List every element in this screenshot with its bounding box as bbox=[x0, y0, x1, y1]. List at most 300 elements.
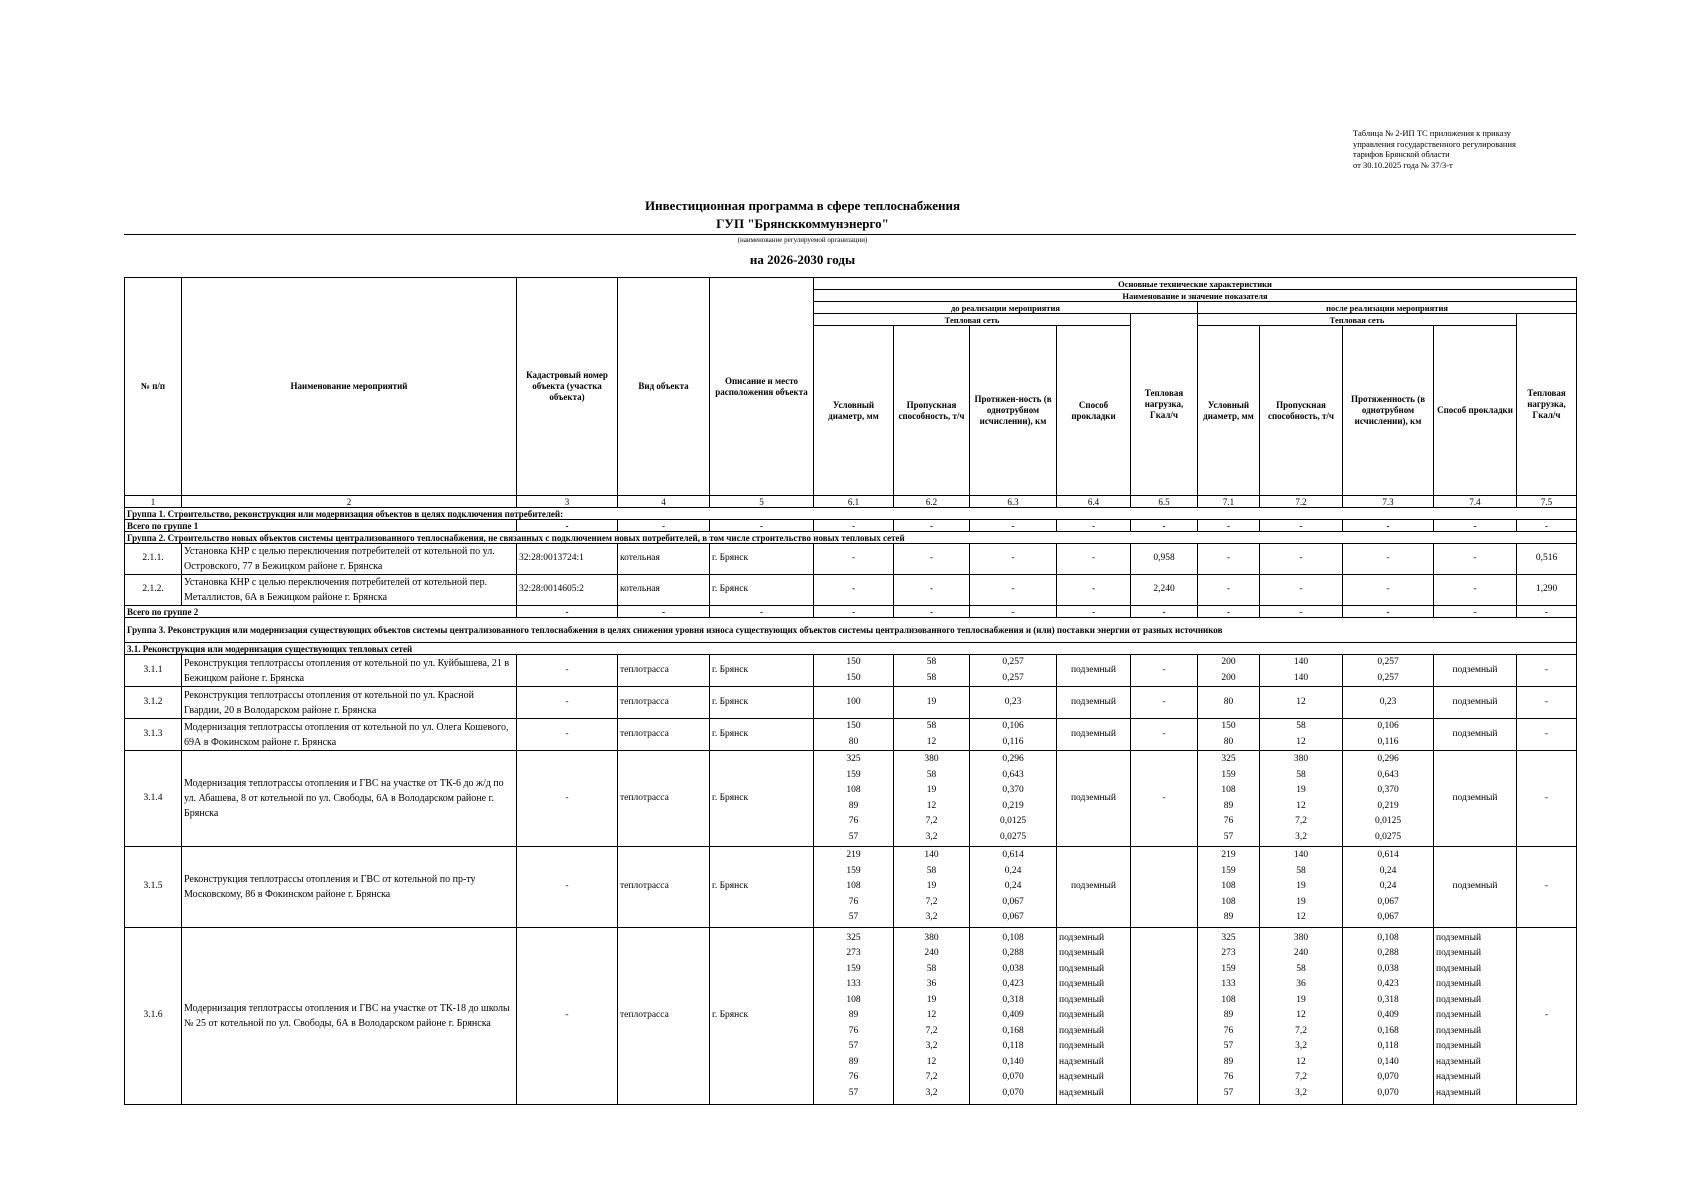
cell-value-line: 0,070 bbox=[1377, 1072, 1399, 1083]
dash-cell: - bbox=[970, 606, 1057, 618]
row-num: 3.1.1 bbox=[125, 655, 182, 687]
cell-value-line: 3,2 bbox=[1295, 1087, 1307, 1098]
column-number: 6.4 bbox=[1057, 496, 1131, 508]
cell-value-line: 150 bbox=[846, 672, 861, 683]
table-row bbox=[125, 719, 1577, 751]
cell-value-line: 325 bbox=[1221, 754, 1236, 764]
cell-value-line: 0,070 bbox=[1002, 1072, 1024, 1083]
cell-value-line: 0,116 bbox=[1002, 736, 1024, 747]
column-number: 6.1 bbox=[814, 496, 894, 508]
cell-value-line: 58 bbox=[926, 721, 937, 731]
dash-cell: - bbox=[1131, 520, 1198, 532]
dash-cell: - bbox=[1260, 520, 1343, 532]
cell-value-line: 89 bbox=[1223, 800, 1234, 811]
group-3-row bbox=[125, 618, 1577, 643]
cell-value-line: 80 bbox=[1223, 696, 1234, 707]
cell-value-line: подземный bbox=[1452, 696, 1498, 707]
cell-value-line: надземный bbox=[1436, 1087, 1481, 1098]
total-group-1-row bbox=[125, 520, 1577, 532]
cell-value-line: 19 bbox=[1296, 881, 1306, 892]
dash-cell: - bbox=[1434, 544, 1517, 575]
header-before: до реализации мероприятия bbox=[814, 302, 1198, 314]
cell-value-line: 0,614 bbox=[1002, 850, 1024, 861]
dash-cell: - bbox=[1057, 520, 1131, 532]
cell-value-line: 3,2 bbox=[925, 912, 938, 923]
cell-value-line: 76 bbox=[848, 1072, 859, 1083]
cell-value-line: 58 bbox=[926, 963, 937, 974]
row-len-before bbox=[970, 655, 1057, 687]
row-diam-after bbox=[1198, 687, 1260, 719]
cell-value-line: 19 bbox=[926, 994, 937, 1005]
cell-value-line: 12 bbox=[926, 1010, 937, 1021]
cell-value-line: 0,067 bbox=[1002, 896, 1024, 907]
dash-cell: - bbox=[1343, 544, 1434, 575]
cell-value-line: 58 bbox=[1296, 865, 1306, 876]
row-load-before: - bbox=[1131, 655, 1198, 687]
row-cap-before bbox=[894, 687, 970, 719]
cell-value-line: 58 bbox=[1296, 769, 1306, 780]
row-len-before bbox=[970, 847, 1057, 928]
row-cap-after bbox=[1260, 928, 1343, 1105]
row-len-after bbox=[1343, 751, 1434, 847]
row-load-before: - bbox=[1131, 719, 1198, 751]
row-method-after bbox=[1434, 655, 1517, 687]
column-number: 6.2 bbox=[894, 496, 970, 508]
column-number: 7.2 bbox=[1260, 496, 1343, 508]
row-load-after: 1,290 bbox=[1517, 575, 1577, 606]
row-cap-after bbox=[1260, 847, 1343, 928]
row-method-before bbox=[1057, 928, 1131, 1105]
cell-value-line: 0,168 bbox=[1377, 1025, 1399, 1036]
cell-value-line: 0,219 bbox=[1377, 800, 1399, 811]
cell-value-line: 380 bbox=[1293, 932, 1309, 943]
row-method-before bbox=[1057, 847, 1131, 928]
cell-value-line: 133 bbox=[1221, 979, 1236, 990]
cell-value-line: 0,108 bbox=[1377, 932, 1399, 943]
cell-value-line: 0,067 bbox=[1002, 912, 1024, 923]
cell-value-line: 0,106 bbox=[1377, 721, 1399, 731]
cell-value-line: 108 bbox=[846, 881, 861, 892]
cell-value-line: 57 bbox=[848, 831, 859, 842]
cell-value-line: подземный bbox=[1436, 1025, 1482, 1036]
approval-note-line: тарифов Брянской области bbox=[1353, 149, 1450, 160]
dash-cell: - bbox=[710, 520, 814, 532]
cell-value-line: 0,296 bbox=[1002, 754, 1024, 764]
row-diam-after bbox=[1198, 719, 1260, 751]
subgroup-31-title: 3.1. Реконструкция или модернизация существующих тепловых сетей bbox=[125, 643, 1577, 655]
cell-value-line: надземный bbox=[1059, 1056, 1104, 1067]
row-location: г. Брянск bbox=[710, 751, 814, 847]
row-type: теплотрасса bbox=[618, 847, 710, 928]
row-len-before bbox=[970, 928, 1057, 1105]
cell-value-line: 150 bbox=[846, 721, 861, 731]
row-location: г. Брянск bbox=[710, 544, 814, 575]
row-len-after bbox=[1343, 687, 1434, 719]
organization-name: ГУП "Брянсккоммунэнерго" bbox=[716, 216, 889, 231]
row-name: Реконструкция теплотрассы отопления от котельной по ул. Красной Гвардии, 20 в Володарском районе г. Брянска bbox=[182, 687, 517, 719]
dash-cell: - bbox=[814, 520, 894, 532]
dash-cell: - bbox=[1260, 544, 1343, 575]
document-title: Инвестиционная программа в сфере теплоснабжения bbox=[645, 198, 960, 213]
cell-value-line: 159 bbox=[1221, 865, 1236, 876]
cell-value-line: подземный bbox=[1070, 728, 1117, 739]
cell-value-line: 12 bbox=[1296, 736, 1306, 747]
cell-value-line: подземный bbox=[1070, 792, 1117, 803]
dash-cell: - bbox=[1260, 606, 1343, 618]
cell-value-line: 7,2 bbox=[925, 896, 938, 907]
row-len-before bbox=[970, 687, 1057, 719]
cell-value-line: 325 bbox=[846, 932, 861, 943]
cell-value-line: 57 bbox=[1223, 1041, 1234, 1052]
header-len-before: Протяжен-ность (в однотрубном исчислении), км bbox=[970, 326, 1057, 496]
cell-value-line: 0,288 bbox=[1002, 948, 1024, 959]
dash-cell: - bbox=[894, 520, 970, 532]
row-diam-before bbox=[814, 928, 894, 1105]
column-number: 2 bbox=[182, 496, 517, 508]
cell-value-line: 89 bbox=[848, 1056, 859, 1067]
cell-value-line: 76 bbox=[1223, 1025, 1234, 1036]
row-name: Модернизация теплотрассы отопления от котельной по ул. Олега Кошевого, 69А в Фокинском районе г. Брянска bbox=[182, 719, 517, 751]
cell-value-line: 12 bbox=[926, 1056, 937, 1067]
cell-value-line: 380 bbox=[924, 754, 939, 764]
row-load-after: - bbox=[1517, 847, 1577, 928]
cell-value-line: 3,2 bbox=[1295, 1041, 1307, 1052]
dash-cell: - bbox=[1517, 606, 1577, 618]
cell-value-line: 80 bbox=[1223, 736, 1234, 747]
dash-cell: - bbox=[894, 606, 970, 618]
row-location: г. Брянск bbox=[710, 847, 814, 928]
cell-value-line: надземный bbox=[1059, 1072, 1104, 1083]
row-method-before bbox=[1057, 751, 1131, 847]
cell-value-line: 0,108 bbox=[1002, 932, 1024, 943]
cell-value-line: 0,423 bbox=[1002, 979, 1024, 990]
header-num: № п/п bbox=[125, 278, 182, 496]
column-number: 7.4 bbox=[1434, 496, 1517, 508]
cell-value-line: подземный bbox=[1452, 728, 1498, 739]
row-num: 3.1.6 bbox=[125, 928, 182, 1105]
row-type: теплотрасса bbox=[618, 928, 710, 1105]
cell-value-line: 159 bbox=[1221, 963, 1236, 974]
row-name: Установка КНР с целью переключения потребителей от котельной пер. Металлистов, 6А в Бежицком районе г. Брянска bbox=[182, 575, 517, 606]
cell-value-line: 19 bbox=[1296, 785, 1306, 795]
cell-value-line: 273 bbox=[846, 948, 861, 959]
row-name: Реконструкция теплотрассы отопления и ГВС от котельной по пр-ту Московскому, 86 в Фокинском районе г. Брянска bbox=[182, 847, 517, 928]
cell-value-line: 150 bbox=[1221, 721, 1236, 731]
row-load-before: 0,958 bbox=[1131, 544, 1198, 575]
row-location: г. Брянск bbox=[710, 655, 814, 687]
cell-value-line: 108 bbox=[1221, 785, 1236, 795]
row-len-after bbox=[1343, 719, 1434, 751]
cell-value-line: 12 bbox=[1296, 912, 1306, 923]
row-cadastral: - bbox=[517, 847, 618, 928]
row-name: Модернизация теплотрассы отопления и ГВС на участке от ТК-6 до ж/д по ул. Абашева, 8 от котельной по ул. Свободы, 6А в Володарском районе г. Брянска bbox=[182, 751, 517, 847]
row-location: г. Брянск bbox=[710, 719, 814, 751]
cell-value-line: 58 bbox=[926, 672, 937, 683]
cell-value-line: 0,0275 bbox=[1374, 831, 1402, 842]
column-number: 1 bbox=[125, 496, 182, 508]
cell-value-line: 325 bbox=[1221, 932, 1236, 943]
cell-value-line: 273 bbox=[1221, 948, 1236, 959]
cell-value-line: 7,2 bbox=[925, 1025, 938, 1036]
cell-value-line: подземный bbox=[1452, 881, 1498, 892]
column-number: 5 bbox=[710, 496, 814, 508]
column-number: 6.3 bbox=[970, 496, 1057, 508]
dash-cell: - bbox=[1434, 575, 1517, 606]
table-row bbox=[125, 575, 1577, 606]
dash-cell: - bbox=[894, 575, 970, 606]
cell-value-line: 219 bbox=[846, 850, 861, 861]
row-cadastral: 32:28:0013724:1 bbox=[517, 544, 618, 575]
cell-value-line: 0,0125 bbox=[1374, 816, 1402, 826]
dash-cell: - bbox=[1434, 606, 1517, 618]
row-cap-before bbox=[894, 719, 970, 751]
row-num: 3.1.3 bbox=[125, 719, 182, 751]
group-1-title: Группа 1. Строительство, реконструкция или модернизация объектов в целях подключения потребителей: bbox=[125, 508, 1577, 520]
dash-cell: - bbox=[1198, 520, 1260, 532]
row-diam-after bbox=[1198, 751, 1260, 847]
header-diam-before: Условный диаметр, мм bbox=[814, 326, 894, 496]
row-type: котельная bbox=[618, 575, 710, 606]
row-diam-before bbox=[814, 687, 894, 719]
row-cap-after bbox=[1260, 719, 1343, 751]
cell-value-line: 0,370 bbox=[1377, 785, 1399, 795]
dash-cell: - bbox=[618, 520, 710, 532]
row-num: 3.1.4 bbox=[125, 751, 182, 847]
cell-value-line: 0,140 bbox=[1377, 1056, 1399, 1067]
header-load-after: Тепловая нагрузка, Гкал/ч bbox=[1517, 314, 1577, 496]
cell-value-line: 0,219 bbox=[1002, 800, 1024, 811]
cell-value-line: 140 bbox=[1293, 850, 1309, 861]
cell-value-line: подземный bbox=[1070, 881, 1117, 892]
cell-value-line: 0,24 bbox=[1379, 865, 1397, 876]
row-method-after bbox=[1434, 719, 1517, 751]
cell-value-line: 58 bbox=[1296, 721, 1306, 731]
row-load-after: - bbox=[1517, 751, 1577, 847]
cell-value-line: 0,423 bbox=[1377, 979, 1399, 990]
row-cap-after bbox=[1260, 751, 1343, 847]
column-number: 4 bbox=[618, 496, 710, 508]
dash-cell: - bbox=[517, 606, 618, 618]
cell-value-line: 76 bbox=[1223, 816, 1234, 826]
table-row bbox=[125, 544, 1577, 575]
cell-value-line: 0,070 bbox=[1377, 1087, 1399, 1098]
cell-value-line: 76 bbox=[848, 816, 859, 826]
cell-value-line: 57 bbox=[848, 912, 859, 923]
cell-value-line: 0,038 bbox=[1002, 963, 1024, 974]
dash-cell: - bbox=[618, 606, 710, 618]
investment-program-table bbox=[124, 277, 1577, 1105]
column-number: 7.5 bbox=[1517, 496, 1577, 508]
dash-cell: - bbox=[1057, 544, 1131, 575]
row-cadastral: - bbox=[517, 751, 618, 847]
dash-cell: - bbox=[710, 606, 814, 618]
cell-value-line: 0,643 bbox=[1002, 769, 1024, 780]
row-type: теплотрасса bbox=[618, 655, 710, 687]
row-len-before bbox=[970, 719, 1057, 751]
subgroup-31-row bbox=[125, 643, 1577, 655]
row-name: Модернизация теплотрассы отопления и ГВС на участке от ТК-18 до школы № 25 от котельной по ул. Свободы, 6А в Володарском районе г. Брянска bbox=[182, 928, 517, 1105]
cell-value-line: 159 bbox=[846, 865, 861, 876]
cell-value-line: 0,070 bbox=[1002, 1087, 1024, 1098]
cell-value-line: подземный bbox=[1436, 948, 1482, 959]
cell-value-line: 89 bbox=[848, 1010, 859, 1021]
cell-value-line: 133 bbox=[846, 979, 861, 990]
cell-value-line: 19 bbox=[926, 881, 937, 892]
row-diam-before bbox=[814, 719, 894, 751]
cell-value-line: подземный bbox=[1436, 979, 1482, 990]
cell-value-line: 19 bbox=[1296, 896, 1306, 907]
cell-value-line: 0,24 bbox=[1004, 865, 1022, 876]
cell-value-line: 0,614 bbox=[1377, 850, 1399, 861]
header-indicator: Наименование и значение показателя bbox=[814, 290, 1577, 302]
cell-value-line: 57 bbox=[1223, 1087, 1234, 1098]
dash-cell: - bbox=[894, 544, 970, 575]
cell-value-line: 140 bbox=[924, 850, 939, 861]
cell-value-line: 12 bbox=[1296, 696, 1306, 707]
cell-value-line: подземный bbox=[1059, 932, 1105, 943]
cell-value-line: 57 bbox=[848, 1087, 859, 1098]
cell-value-line: подземный bbox=[1452, 664, 1498, 675]
row-method-after bbox=[1434, 751, 1517, 847]
cell-value-line: 150 bbox=[846, 657, 861, 667]
table-row bbox=[125, 687, 1577, 719]
table-row bbox=[125, 655, 1577, 687]
cell-value-line: 89 bbox=[1223, 1056, 1234, 1067]
row-name: Установка КНР с целью переключения потребителей от котельной по ул. Островского, 77 в Бежицком районе г. Брянска bbox=[182, 544, 517, 575]
cell-value-line: 7,2 bbox=[1295, 1072, 1307, 1083]
row-load-after: - bbox=[1517, 928, 1577, 1105]
cell-value-line: 19 bbox=[926, 785, 937, 795]
header-name: Наименование мероприятий bbox=[182, 278, 517, 496]
cell-value-line: 36 bbox=[1296, 979, 1306, 990]
cell-value-line: 0,409 bbox=[1002, 1010, 1024, 1021]
cell-value-line: 12 bbox=[926, 800, 937, 811]
row-len-after bbox=[1343, 655, 1434, 687]
row-cap-before bbox=[894, 751, 970, 847]
cell-value-line: 58 bbox=[926, 769, 937, 780]
row-cadastral: 32:28:0014605:2 bbox=[517, 575, 618, 606]
row-len-before bbox=[970, 751, 1057, 847]
cell-value-line: надземный bbox=[1436, 1072, 1481, 1083]
cell-value-line: 0,23 bbox=[1004, 696, 1022, 707]
row-diam-after bbox=[1198, 847, 1260, 928]
row-location: г. Брянск bbox=[710, 687, 814, 719]
cell-value-line: 0,0275 bbox=[999, 831, 1027, 842]
row-diam-before bbox=[814, 751, 894, 847]
cell-value-line: 108 bbox=[846, 785, 861, 795]
row-diam-before bbox=[814, 847, 894, 928]
cell-value-line: 12 bbox=[1296, 1056, 1306, 1067]
header-after: после реализации мероприятия bbox=[1198, 302, 1577, 314]
row-cadastral: - bbox=[517, 687, 618, 719]
dash-cell: - bbox=[970, 575, 1057, 606]
cell-value-line: 159 bbox=[846, 769, 861, 780]
cell-value-line: 380 bbox=[1293, 754, 1309, 764]
cell-value-line: подземный bbox=[1059, 979, 1105, 990]
approval-note bbox=[1353, 128, 1583, 171]
cell-value-line: 58 bbox=[926, 657, 937, 667]
row-cadastral: - bbox=[517, 719, 618, 751]
row-len-after bbox=[1343, 847, 1434, 928]
cell-value-line: 76 bbox=[848, 1025, 859, 1036]
cell-value-line: 0,296 bbox=[1377, 754, 1399, 764]
cell-value-line: подземный bbox=[1059, 1010, 1105, 1021]
cell-value-line: 58 bbox=[926, 865, 937, 876]
cell-value-line: 100 bbox=[846, 696, 861, 707]
cell-value-line: 3,2 bbox=[925, 1087, 938, 1098]
cell-value-line: 0,257 bbox=[1377, 657, 1399, 667]
column-number: 7.3 bbox=[1343, 496, 1434, 508]
cell-value-line: 0,643 bbox=[1377, 769, 1399, 780]
cell-value-line: подземный bbox=[1059, 1041, 1105, 1052]
header-cadastral: Кадастровый номер объекта (участка объекта) bbox=[517, 278, 618, 496]
cell-value-line: 140 bbox=[1293, 657, 1309, 667]
cell-value-line: подземный bbox=[1059, 963, 1105, 974]
table-row bbox=[125, 928, 1577, 1105]
cell-value-line: 36 bbox=[926, 979, 937, 990]
cell-value-line: 0,23 bbox=[1379, 696, 1397, 707]
dash-cell: - bbox=[1057, 606, 1131, 618]
cell-value-line: 200 bbox=[1221, 657, 1236, 667]
cell-value-line: 57 bbox=[848, 1041, 859, 1052]
row-method-after bbox=[1434, 687, 1517, 719]
cell-value-line: 240 bbox=[924, 948, 939, 959]
row-method-before bbox=[1057, 655, 1131, 687]
approval-note-line: управления государственного регулирования bbox=[1353, 138, 1516, 149]
row-load-before: 2,240 bbox=[1131, 575, 1198, 606]
cell-value-line: 12 bbox=[1296, 800, 1306, 811]
dash-cell: - bbox=[1343, 520, 1434, 532]
dash-cell: - bbox=[517, 520, 618, 532]
row-load-after: 0,516 bbox=[1517, 544, 1577, 575]
cell-value-line: 12 bbox=[926, 736, 937, 747]
title-underline bbox=[124, 234, 1576, 235]
organization-caption: (наименование регулируемой организации) bbox=[737, 236, 868, 244]
dash-cell: - bbox=[814, 606, 894, 618]
cell-value-line: 0,257 bbox=[1002, 672, 1024, 683]
row-load-before bbox=[1131, 847, 1198, 928]
row-load-after: - bbox=[1517, 655, 1577, 687]
row-load-before: - bbox=[1131, 687, 1198, 719]
cell-value-line: 0,257 bbox=[1002, 657, 1024, 667]
row-num: 2.1.2. bbox=[125, 575, 182, 606]
row-type: теплотрасса bbox=[618, 719, 710, 751]
cell-value-line: 0,038 bbox=[1377, 963, 1399, 974]
cell-value-line: 0,168 bbox=[1002, 1025, 1024, 1036]
row-num: 2.1.1. bbox=[125, 544, 182, 575]
cell-value-line: 12 bbox=[1296, 1010, 1306, 1021]
cell-value-line: 19 bbox=[926, 696, 937, 707]
cell-value-line: подземный bbox=[1436, 994, 1482, 1005]
cell-value-line: 0,118 bbox=[1002, 1041, 1024, 1052]
row-location: г. Брянск bbox=[710, 928, 814, 1105]
cell-value-line: 380 bbox=[924, 932, 939, 943]
row-cadastral: - bbox=[517, 928, 618, 1105]
cell-value-line: 89 bbox=[1223, 1010, 1234, 1021]
cell-value-line: 0,118 bbox=[1377, 1041, 1399, 1052]
group-3-title: Группа 3. Реконструкция или модернизация существующих объектов системы централизованного теплоснабжения в целях снижения уровня износа существующих объектов системы централизованного теплоснабжения и (или) поставки энергии от разных источников bbox=[125, 618, 1577, 643]
row-method-before bbox=[1057, 687, 1131, 719]
cell-value-line: 0,409 bbox=[1377, 1010, 1399, 1021]
dash-cell: - bbox=[1434, 520, 1517, 532]
cell-value-line: 89 bbox=[848, 800, 859, 811]
group-1-row bbox=[125, 508, 1577, 520]
header-diam-after: Условный диаметр, мм bbox=[1198, 326, 1260, 496]
dash-cell: - bbox=[1198, 544, 1260, 575]
cell-value-line: 7,2 bbox=[925, 816, 938, 826]
cell-value-line: подземный bbox=[1452, 792, 1498, 803]
row-type: теплотрасса bbox=[618, 751, 710, 847]
